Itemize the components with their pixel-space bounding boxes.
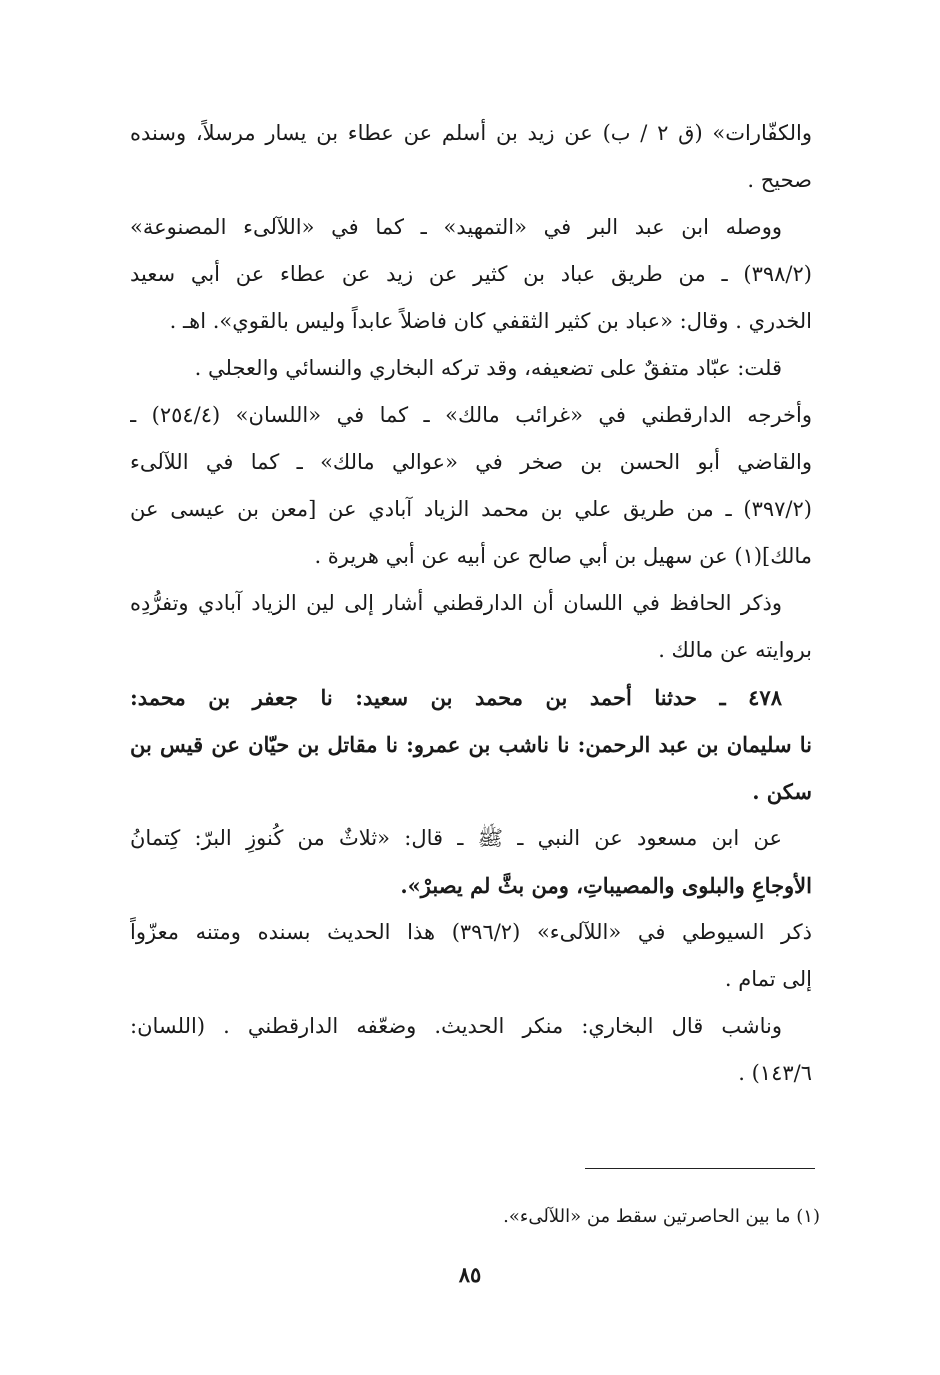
text-line: وذكر الحافظ في اللسان أن الدارقطني أشار إلى لين الزياد آبادي وتفرُّدِه xyxy=(130,591,782,615)
text-line: ذكر السيوطي في «اللآلىء» (٣٩٦/٢) هذا الحديث بسنده ومتنه معزّواً xyxy=(130,920,812,944)
text-line: الخدري . وقال: «عباد بن كثير الثقفي كان فاضلاً عابداً وليس بالقوي». اهـ . xyxy=(169,309,812,333)
text-line: (٣٩٧/٢) ـ من طريق علي بن محمد الزياد آبادي عن [معن بن عيسى عن xyxy=(130,497,812,521)
hadith-matn-line: الأوجاعِ والبلوى والمصيباتِ، ومن بثَّ لم يصبرْ». xyxy=(400,873,812,898)
page-body xyxy=(130,110,812,1097)
hadith-matn-line: عن ابن مسعود عن النبي ـ ﷺ ـ قال: «ثلاثٌ من كُنوزِ البرّ: كِتمانُ xyxy=(130,826,782,850)
text-line: وناشب قال البخاري: منكر الحديث. وضعّفه الدارقطني . (اللسان: xyxy=(130,1014,782,1038)
text-line: قلت: عبّاد متفقٌ على تضعيفه، وقد تركه البخاري والنسائي والعجلي . xyxy=(194,356,782,380)
text-line: (٣٩٨/٢) ـ من طريق عباد بن كثير عن زيد عن عطاء عن أبي سعيد xyxy=(130,262,812,286)
text-line: مالك](١) عن سهيل بن أبي صالح عن أبيه عن أبي هريرة . xyxy=(314,544,812,568)
text-line: صحيح . xyxy=(747,168,812,192)
hadith-heading-line: ٤٧٨ ـ حدثنا أحمد بن محمد بن سعيد: نا جعفر بن محمد: xyxy=(130,685,782,710)
footnote: (١) ما بين الحاصرتين سقط من «اللآلىء». xyxy=(503,1206,820,1227)
text-line: والقاضي أبو الحسن بن صخر في «عوالي مالك» ـ كما في اللآلىء xyxy=(130,450,812,474)
text-line: والكفّارات» (ق ٢ / ب) عن زيد بن أسلم عن عطاء بن يسار مرسلاً، وسنده xyxy=(130,121,812,145)
hadith-isnad-line: نا سليمان بن عبد الرحمن: نا ناشب بن عمرو: نا مقاتل بن حيّان عن قيس بن xyxy=(130,732,812,757)
hadith-isnad-line: سكن . xyxy=(752,779,812,804)
text-line: إلى تمام . xyxy=(724,967,812,991)
text-line: وأخرجه الدارقطني في «غرائب مالك» ـ كما في «اللسان» (٢٥٤/٤) ـ xyxy=(130,403,812,427)
page-number: ٨٥ xyxy=(458,1262,482,1287)
text-line: ١٤٣/٦) . xyxy=(738,1061,812,1085)
text-line: ووصله ابن عبد البر في «التمهيد» ـ كما في «اللآلىء المصنوعة» xyxy=(130,215,782,239)
footnote-divider xyxy=(585,1168,815,1169)
text-line: بروايته عن مالك . xyxy=(658,638,812,662)
